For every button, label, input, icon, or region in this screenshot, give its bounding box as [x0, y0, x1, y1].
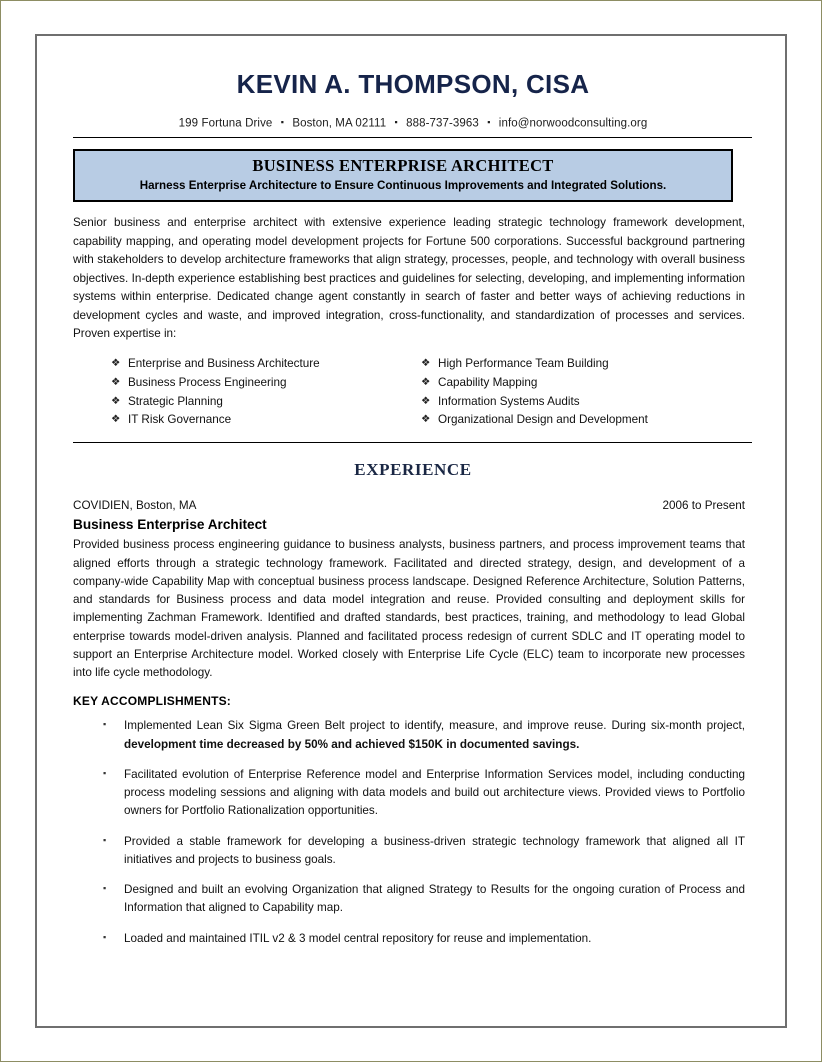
- skill-label: Strategic Planning: [128, 394, 223, 408]
- florette-bullet-icon: ❖: [111, 356, 121, 369]
- accomplishment-normal: Provided a stable framework for developing a business-driven strategic technology framework that aligned all IT initiatives and projects to business goals.: [124, 834, 745, 866]
- skill-label: Information Systems Audits: [438, 394, 580, 408]
- contact-phone: 888-737-3963: [406, 117, 479, 130]
- job-company-line: [73, 499, 745, 512]
- list-item: [111, 393, 421, 412]
- skill-label: Organizational Design and Development: [438, 413, 648, 427]
- list-item: [111, 411, 421, 430]
- florette-bullet-icon: ❖: [421, 413, 431, 426]
- florette-bullet-icon: ❖: [111, 375, 121, 388]
- florette-bullet-icon: ❖: [111, 394, 121, 407]
- contact-address: 199 Fortuna Drive: [178, 117, 273, 130]
- florette-bullet-icon: ❖: [421, 375, 431, 388]
- florette-bullet-icon: ❖: [111, 413, 121, 426]
- list-item: [421, 374, 741, 393]
- headline-tagline: Harness Enterprise Architecture to Ensure Continuous Improvements and Integrated Solutions.: [139, 178, 667, 192]
- contact-separator-icon: ▪: [394, 116, 398, 127]
- skill-label: Enterprise and Business Architecture: [128, 356, 320, 370]
- list-item: [421, 411, 741, 430]
- square-bullet-icon: ▪: [103, 719, 107, 730]
- core-competencies: [73, 355, 753, 431]
- accomplishment-normal: Facilitated evolution of Enterprise Reference model and Enterprise Information Services model, including conducting process modeling sessions and aligning with data models and build out architecture views. Provided views to Portfolio owners for Portfolio Rationalization opportunities.: [124, 767, 745, 818]
- resume-content: [73, 56, 753, 948]
- accomplishment-normal: Implemented Lean Six Sigma Green Belt project to identify, measure, and improve reuse. During six-month project,: [124, 719, 745, 733]
- accomplishments-list: [73, 717, 753, 948]
- list-item: [111, 355, 421, 374]
- contact-city-state-zip: Boston, MA 02111: [292, 117, 387, 130]
- skill-label: Business Process Engineering: [128, 375, 287, 389]
- contact-email: info@norwoodconsulting.org: [498, 117, 648, 130]
- professional-summary: Senior business and enterprise architect with extensive experience leading strategic technology framework development, capability mapping, and operating model development projects for Fortune 500 corporations. Successful background partnering with stakeholders to develop architecture frameworks that align strategy, processes, people, and technology with overall business objectives. In-depth experience establishing best practices and guidelines for selecting, developing, and implementing information systems within enterprise. Dedicated change agent constantly in search of faster and better ways of achieving reductions in development cycles and waste, and improved integration, cross-functionality, and standardization of processes and services. Proven expertise in:: [73, 216, 745, 341]
- list-item: [421, 355, 741, 374]
- florette-bullet-icon: ❖: [421, 394, 431, 407]
- accomplishment-normal: Loaded and maintained ITIL v2 & 3 model central repository for reuse and implementation.: [124, 931, 592, 945]
- job-company: COVIDIEN, Boston, MA: [73, 499, 197, 513]
- list-item: [103, 833, 745, 870]
- contact-separator-icon: ▪: [487, 116, 491, 127]
- square-bullet-icon: ▪: [103, 767, 107, 778]
- header-divider: [73, 137, 752, 138]
- list-item: [421, 393, 741, 412]
- square-bullet-icon: ▪: [103, 931, 107, 942]
- accomplishment-text: [124, 930, 745, 948]
- headline-banner: [73, 149, 733, 202]
- accomplishment-text: [124, 766, 745, 821]
- accomplishment-text: [124, 717, 745, 754]
- list-item: [103, 717, 745, 754]
- list-item: [103, 766, 745, 821]
- accomplishment-text: [124, 881, 745, 918]
- job-description: Provided business process engineering guidance to business analysts, business partners, and process improvement teams that aligned efforts through a strategic technology framework. Facilitated and directed strategy, design, and development of a company-wide Capability Map with conceptual business process landscape. Designed Reference Architecture, Solution Patterns, and standards for Business process and data model integration and reuse. Provided consulting and deployment skills for implementing Zachman Framework. Identified and drafted standards, best practices, training, and methodology to lead Global enterprise towards model-driven analysis. Planned and facilitated process redesign of current SDLC and IT operating model to support an Enterprise Architecture model. Worked closely with Enterprise Life Cycle (ELC) team to incorporate new processes into life cycle methodology.: [73, 538, 745, 680]
- list-item: [103, 881, 745, 918]
- accomplishment-text: [124, 833, 745, 870]
- job-title: Business Enterprise Architect: [73, 517, 267, 533]
- list-item: [103, 930, 745, 948]
- florette-bullet-icon: ❖: [421, 356, 431, 369]
- accomplishments-heading: KEY ACCOMPLISHMENTS:: [73, 694, 232, 709]
- experience-section-heading: EXPERIENCE: [354, 460, 472, 480]
- accomplishment-normal: Designed and built an evolving Organization that aligned Strategy to Results for the ongoing curation of Process and Information that aligned to Capability map.: [124, 883, 745, 915]
- job-dates: 2006 to Present: [662, 499, 745, 513]
- skills-column-right: [421, 355, 741, 431]
- resume-page-sheet: [35, 34, 787, 1028]
- skill-label: IT Risk Governance: [128, 413, 232, 427]
- contact-separator-icon: ▪: [280, 116, 285, 127]
- contact-line: [73, 117, 753, 130]
- skill-label: High Performance Team Building: [438, 356, 609, 370]
- section-divider: [73, 442, 752, 443]
- candidate-name: KEVIN A. THOMPSON, CISA: [236, 69, 590, 99]
- skills-column-left: [111, 355, 421, 431]
- square-bullet-icon: ▪: [103, 834, 107, 845]
- accomplishment-bold: development time decreased by 50% and achieved $150K in documented savings.: [124, 737, 580, 751]
- list-item: [111, 374, 421, 393]
- headline-title: BUSINESS ENTERPRISE ARCHITECT: [252, 156, 554, 176]
- square-bullet-icon: ▪: [103, 883, 107, 894]
- skill-label: Capability Mapping: [438, 375, 538, 389]
